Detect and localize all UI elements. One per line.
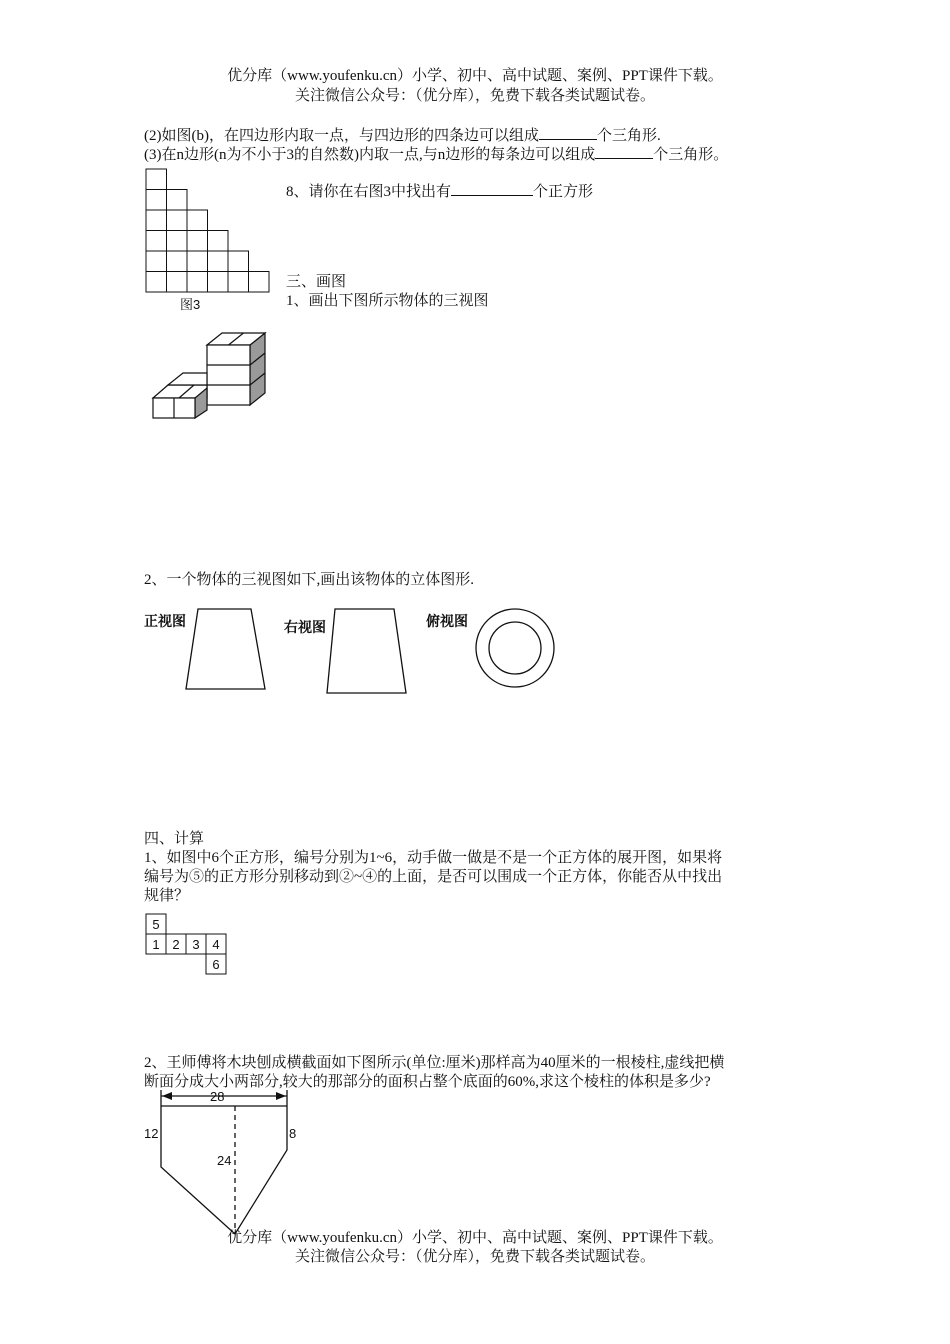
question-8-suffix: 个正方形: [533, 184, 594, 200]
right-side-label: 8: [289, 1126, 297, 1141]
question-8-text: 8、请你在右图3中找出有: [286, 184, 452, 200]
net-label: 2: [172, 937, 180, 952]
question-3-suffix: 个三角形。: [653, 147, 729, 163]
width-label: 28: [210, 1089, 225, 1104]
section-4-q2-line-2: 断面分成大小两部分,较大的那部分的面积占整个底面的60%,求这个棱柱的体积是多少?: [144, 1074, 711, 1090]
section-4-q1-line-2: 编号为⑤的正方形分别移动到②~④的上面，是否可以围成一个正方体，你能否从中找出: [144, 869, 723, 885]
question-2b-suffix: 个三角形.: [596, 128, 661, 144]
right-view-label: 右视图: [284, 619, 326, 635]
arrow-left-icon: [162, 1092, 172, 1100]
net-label: 3: [192, 937, 200, 952]
arrow-right-icon: [276, 1092, 286, 1100]
footer-line-1: 优分库（www.youfenku.cn）小学、初中、高中试题、案例、PPT课件下载。: [227, 1230, 723, 1246]
cross-section-outline: [161, 1106, 287, 1234]
question-3-text: (3)在n边形(n为不小于3的自然数)内取一点,与n边形的每条边可以组成: [144, 147, 596, 163]
header-line-2: 关注微信公众号：（优分库），免费下载各类试题试卷。: [294, 88, 655, 104]
net-label: 6: [212, 957, 220, 972]
section-4-q2-line-1: 2、王师傅将木块刨成横截面如下图所示(单位:厘米)那样高为40厘米的一根棱柱,虚线把横: [144, 1055, 725, 1071]
height-label: 24: [217, 1153, 232, 1168]
top-view-label: 俯视图: [426, 613, 468, 629]
section-4-heading: 四、计算: [144, 831, 205, 847]
footer-line-2: 关注微信公众号：（优分库），免费下载各类试题试卷。: [294, 1249, 655, 1265]
section-3-question-1: 1、画出下图所示物体的三视图: [286, 293, 489, 309]
net-label: 1: [152, 937, 160, 952]
figure-3-caption: 图3: [180, 297, 201, 312]
front-view-label: 正视图: [144, 613, 186, 629]
section-3-heading: 三、画图: [286, 274, 347, 290]
net-label: 4: [212, 937, 220, 952]
header-line-1: 优分库（www.youfenku.cn）小学、初中、高中试题、案例、PPT课件下载。: [227, 68, 723, 84]
question-2b-text: (2)如图(b)，在四边形内取一点，与四边形的四条边可以组成: [144, 128, 539, 144]
net-label: 5: [152, 917, 160, 932]
section-4-q1-line-3: 规律？: [144, 888, 190, 904]
left-side-label: 12: [144, 1126, 159, 1141]
section-4-q1-line-1: 1、如图中6个正方形，编号分别为1~6，动手做一做是不是一个正方体的展开图，如果将: [144, 850, 723, 866]
section-3-question-2: 2、一个物体的三视图如下,画出该物体的立体图形.: [144, 572, 475, 588]
